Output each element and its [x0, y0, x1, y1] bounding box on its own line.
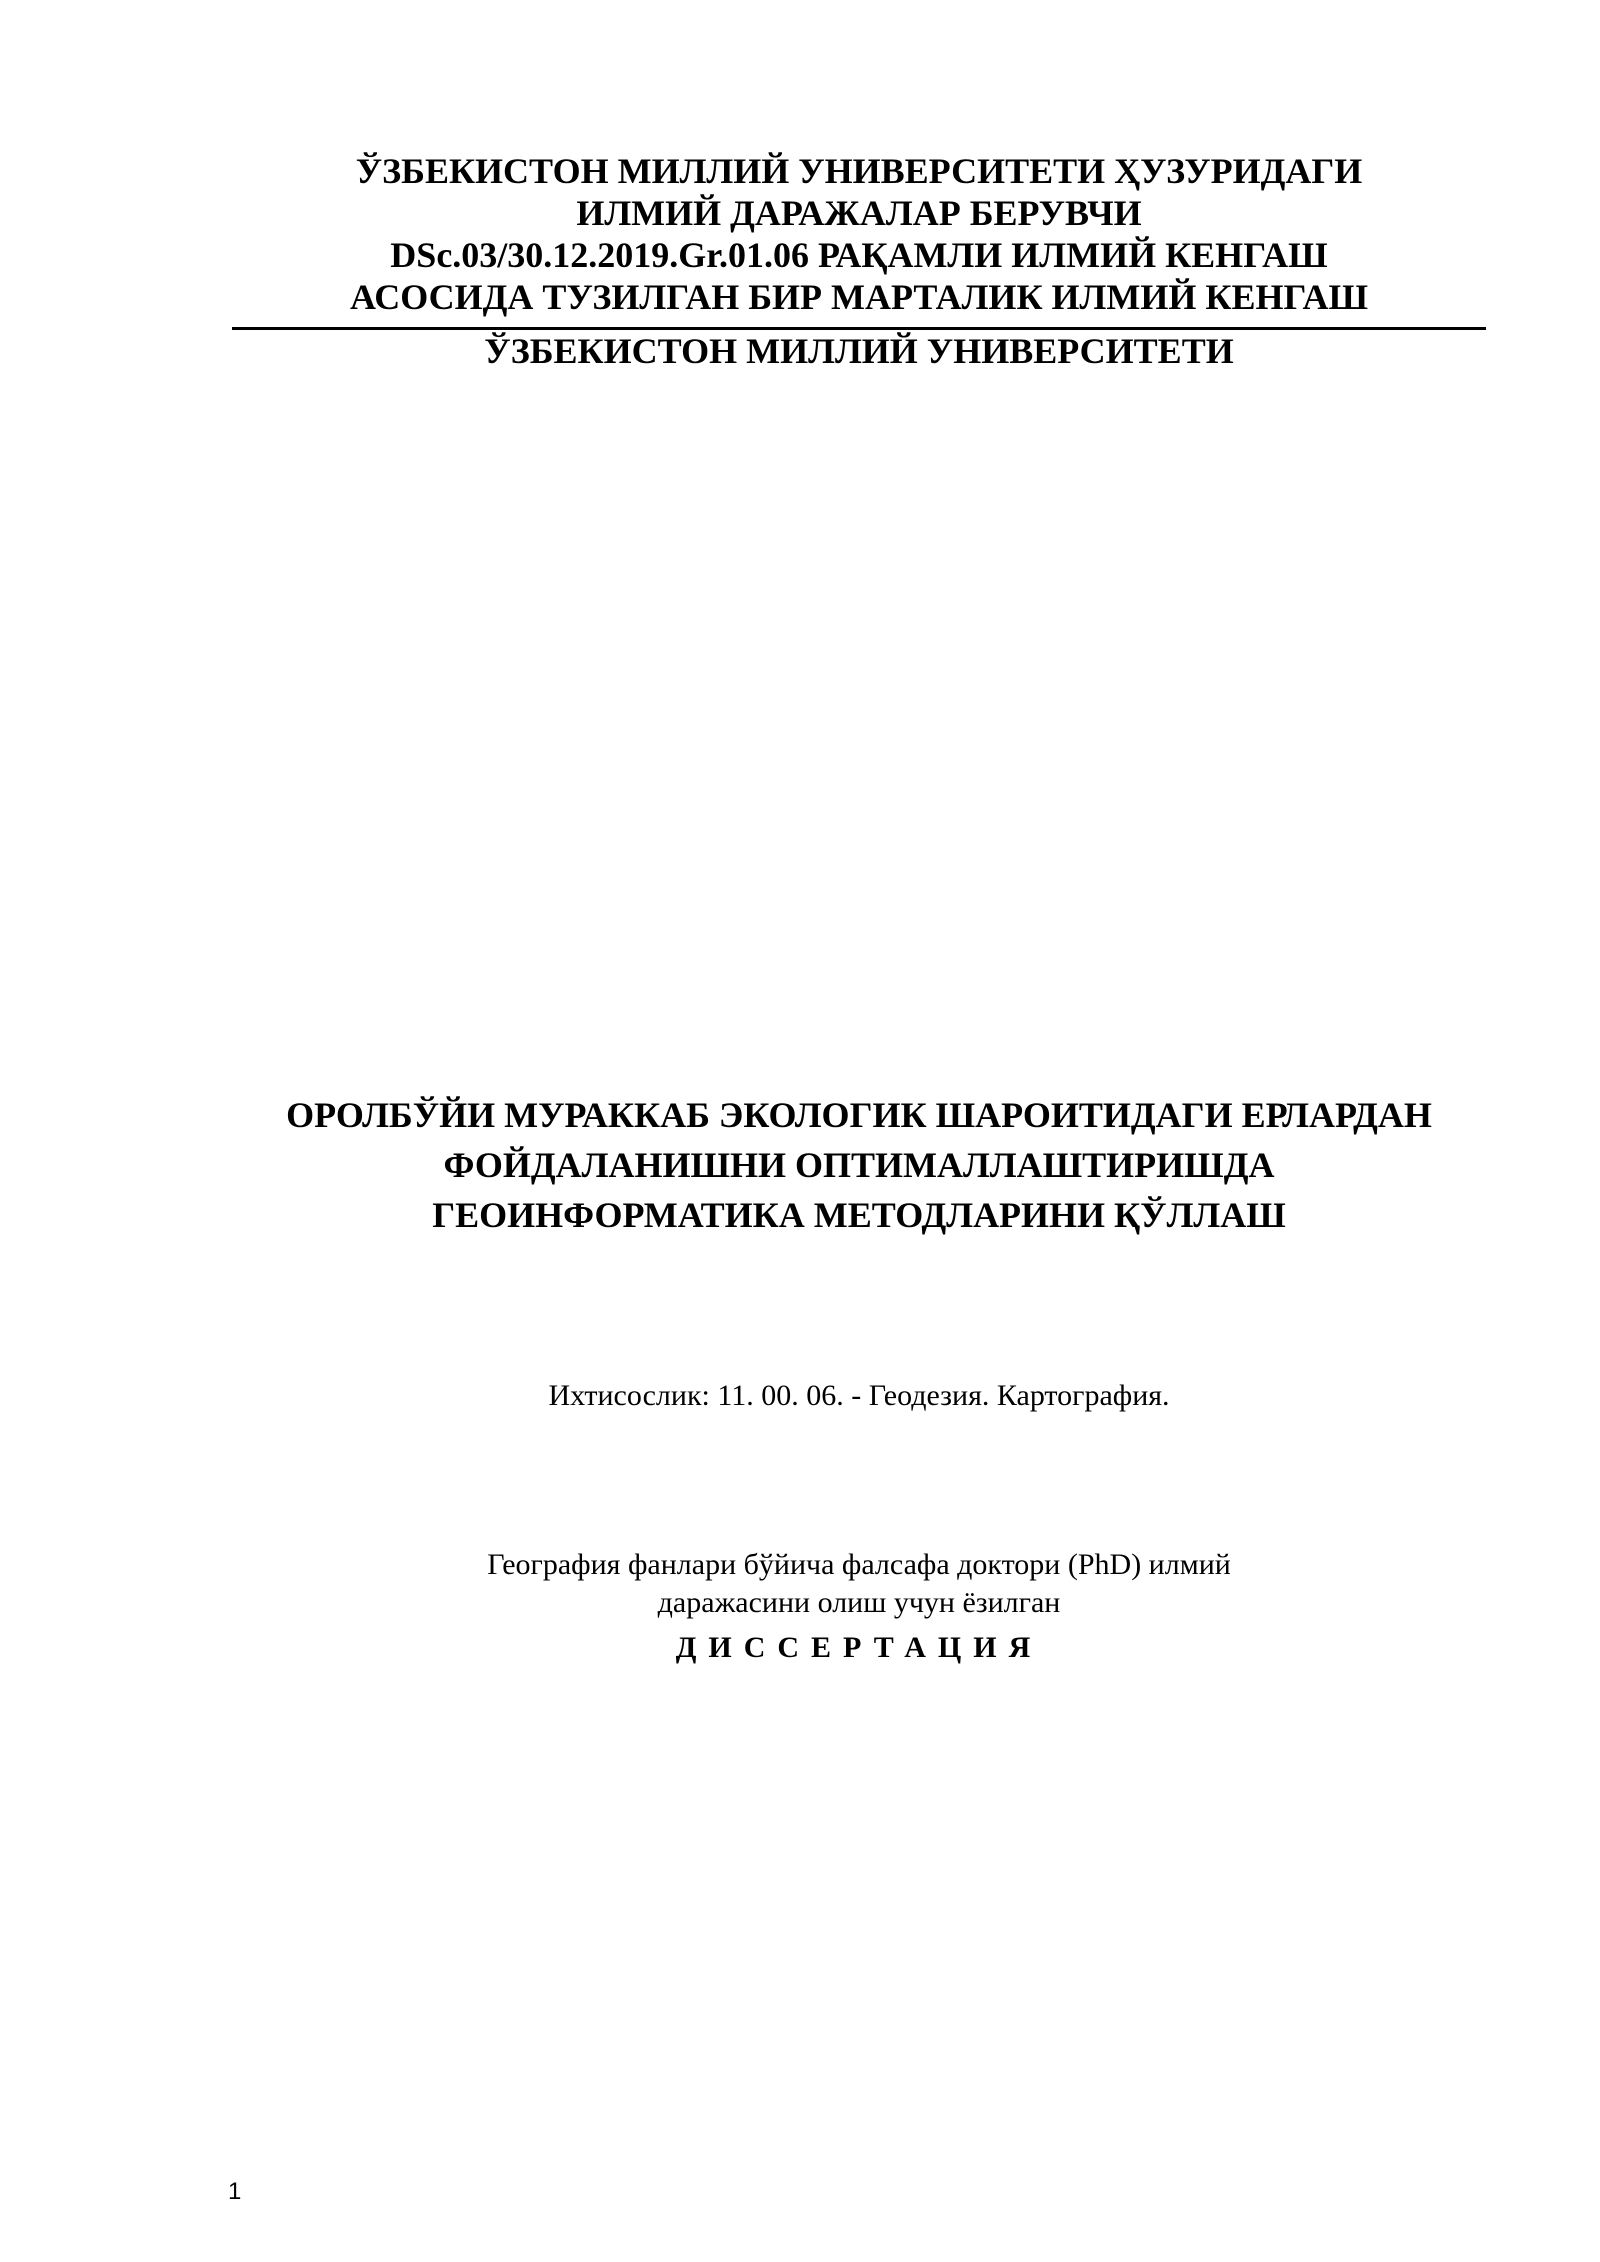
- title-line-2: ФОЙДАЛАНИШНИ ОПТИМАЛЛАШТИРИШДА: [443, 1145, 1275, 1185]
- title-line-3: ГЕОИНФОРМАТИКА МЕТОДЛАРИНИ ҚЎЛЛАШ: [432, 1195, 1286, 1235]
- page-number: 1: [228, 2178, 242, 2205]
- organization-name: ЎЗБЕКИСТОН МИЛЛИЙ УНИВЕРСИТЕТИ: [484, 331, 1234, 371]
- dissertation-title: [232, 1090, 1486, 1240]
- council-header-line-2: ИЛМИЙ ДАРАЖАЛАР БЕРУВЧИ: [576, 193, 1142, 233]
- council-header-line-4: АСОСИДА ТУЗИЛГАН БИР МАРТАЛИК ИЛМИЙ КЕНГАШ: [350, 277, 1368, 317]
- council-header: [232, 150, 1486, 318]
- degree-line-1: География фанлари бўйича фалсафа доктори (PhD) илмий: [487, 1548, 1231, 1581]
- council-header-line-1: ЎЗБЕКИСТОН МИЛЛИЙ УНИВЕРСИТЕТИ ҲУЗУРИДАГИ: [355, 151, 1363, 191]
- specialty-line: Ихтисослик: 11. 00. 06. - Геодезия. Картография.: [548, 1379, 1170, 1412]
- title-line-1: ОРОЛБЎЙИ МУРАККАБ ЭКОЛОГИК ШАРОИТИДАГИ ЕРЛАРДАН: [286, 1095, 1432, 1135]
- document-type-label: ДИССЕРТАЦИЯ: [675, 1631, 1043, 1664]
- degree-line-2: даражасини олиш учун ёзилган: [657, 1586, 1061, 1619]
- council-header-line-3: DSc.03/30.12.2019.Gr.01.06 РАҚАМЛИ ИЛМИЙ КЕНГАШ: [390, 235, 1328, 275]
- degree-statement: [232, 1546, 1486, 1622]
